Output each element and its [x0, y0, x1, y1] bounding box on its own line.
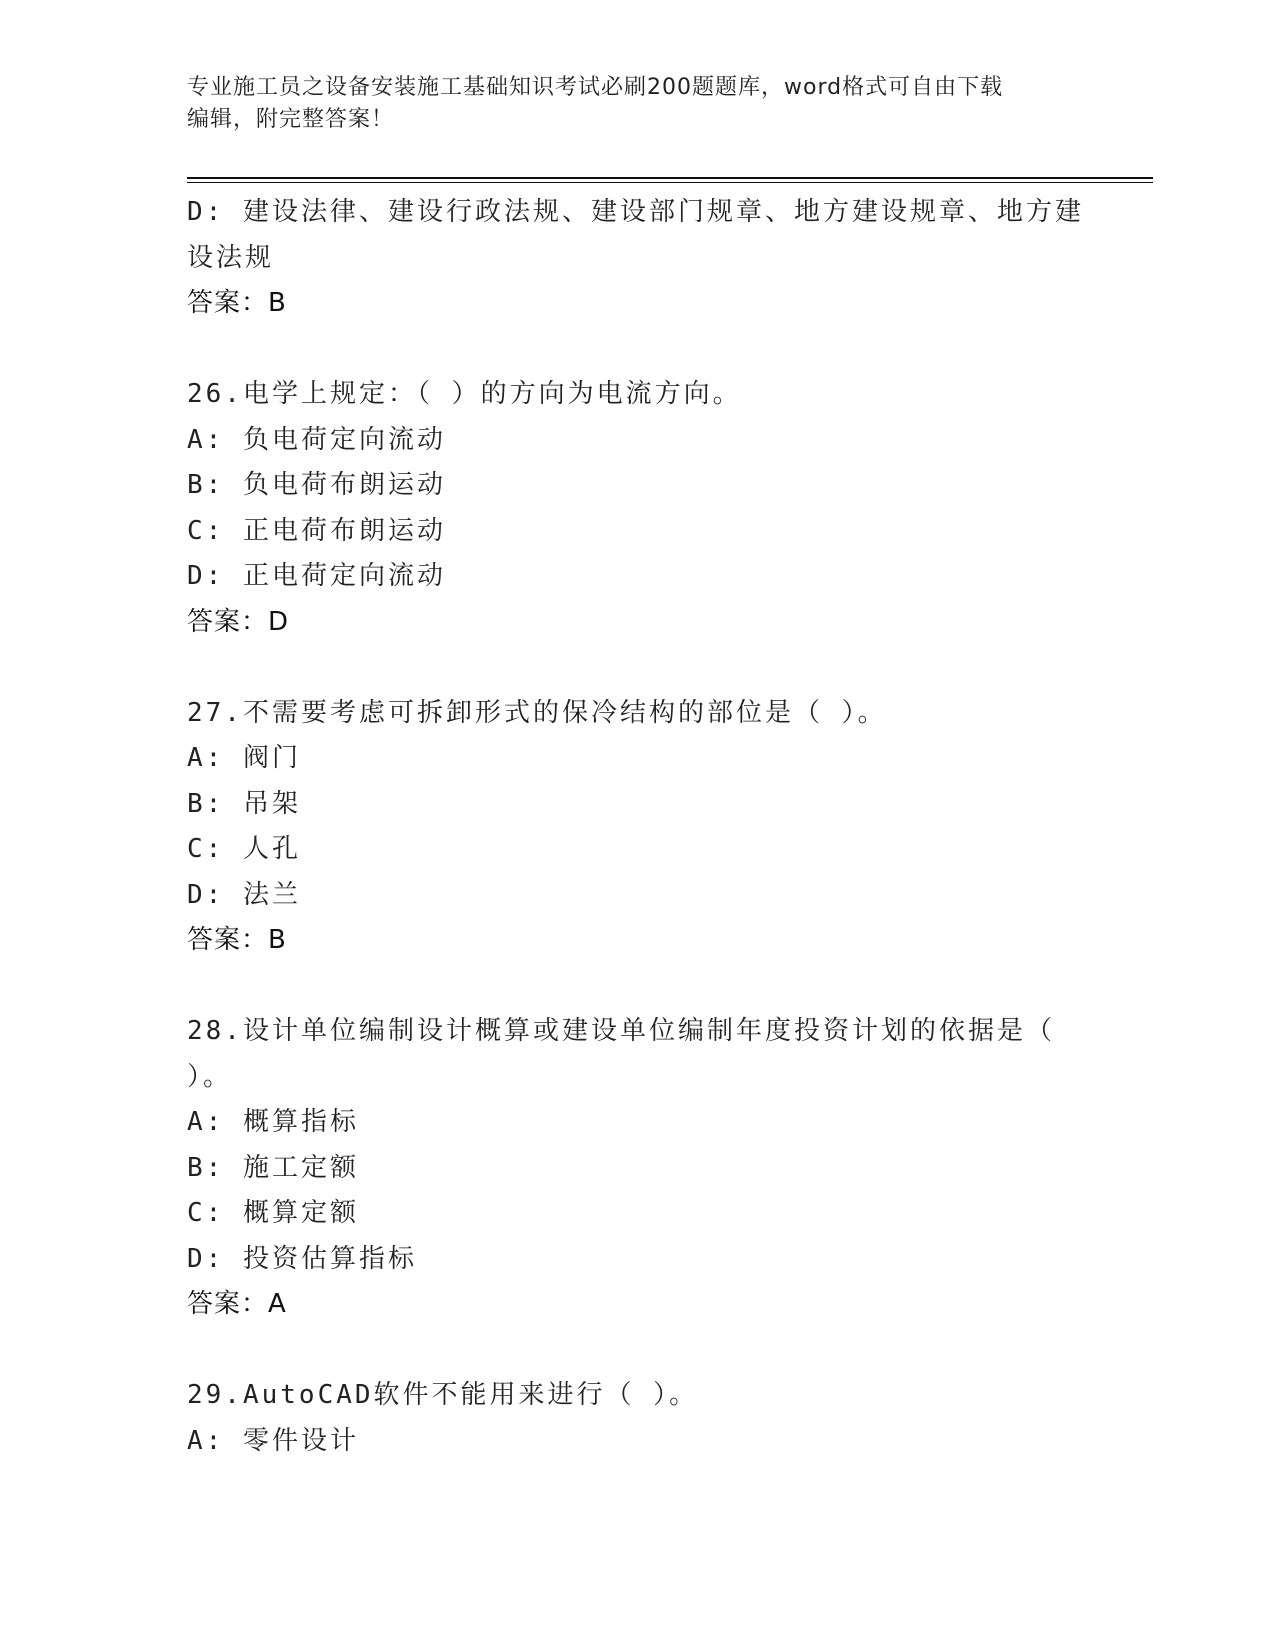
option-a: A: 阀门	[187, 743, 301, 773]
option-d: D: 法兰	[187, 879, 301, 910]
option-b: B: 吊架	[187, 788, 301, 819]
question-29	[187, 1373, 1087, 1464]
option-c: C: 正电荷布朗运动	[187, 515, 446, 546]
spacer	[187, 1328, 1087, 1374]
question-26	[187, 372, 1087, 645]
question-list	[187, 190, 1087, 1464]
question-28	[187, 1009, 1087, 1328]
option-d: D: 正电荷定向流动	[187, 561, 446, 591]
answer: 答案：D	[187, 606, 290, 637]
question-stem: 28.设计单位编制设计概算或建设单位编制年度投资计划的依据是（	[187, 1016, 1055, 1046]
option-a: A: 概算指标	[187, 1107, 359, 1137]
header-rule-thin	[187, 182, 1153, 183]
option-b: B: 施工定额	[187, 1152, 359, 1183]
option-c: C: 概算定额	[187, 1198, 359, 1228]
question-stem: 26.电学上规定：（ ）的方向为电流方向。	[187, 379, 742, 409]
answer: 答案：B	[187, 288, 287, 318]
spacer	[187, 964, 1087, 1010]
option-d: D: 建设法律、建设行政法规、建设部门规章、地方建设规章、地方建	[187, 197, 1084, 227]
option-d: D: 投资估算指标	[187, 1243, 417, 1274]
option-d-continued: 设法规	[187, 242, 275, 273]
question-25-carryover	[187, 190, 1087, 327]
header-title-line-1: 专业施工员之设备安装施工基础知识考试必刷200题题库，word格式可自由下载	[187, 75, 1004, 100]
question-27	[187, 691, 1087, 964]
question-stem-continued: ）。	[187, 1061, 233, 1092]
header-rule-thick	[187, 177, 1153, 179]
header-title-line-2: 编辑，附完整答案！	[187, 107, 395, 132]
spacer	[187, 645, 1087, 691]
answer: 答案：B	[187, 925, 287, 955]
question-stem: 29.AutoCAD软件不能用来进行（ ）。	[187, 1380, 699, 1410]
option-a: A: 负电荷定向流动	[187, 424, 446, 455]
option-c: C: 人孔	[187, 834, 301, 864]
question-stem: 27.不需要考虑可拆卸形式的保冷结构的部位是（ ）。	[187, 697, 887, 728]
spacer	[187, 327, 1087, 373]
option-a: A: 零件设计	[187, 1425, 359, 1456]
answer: 答案：A	[187, 1289, 287, 1319]
option-b: B: 负电荷布朗运动	[187, 470, 446, 500]
document-header	[187, 72, 1087, 136]
